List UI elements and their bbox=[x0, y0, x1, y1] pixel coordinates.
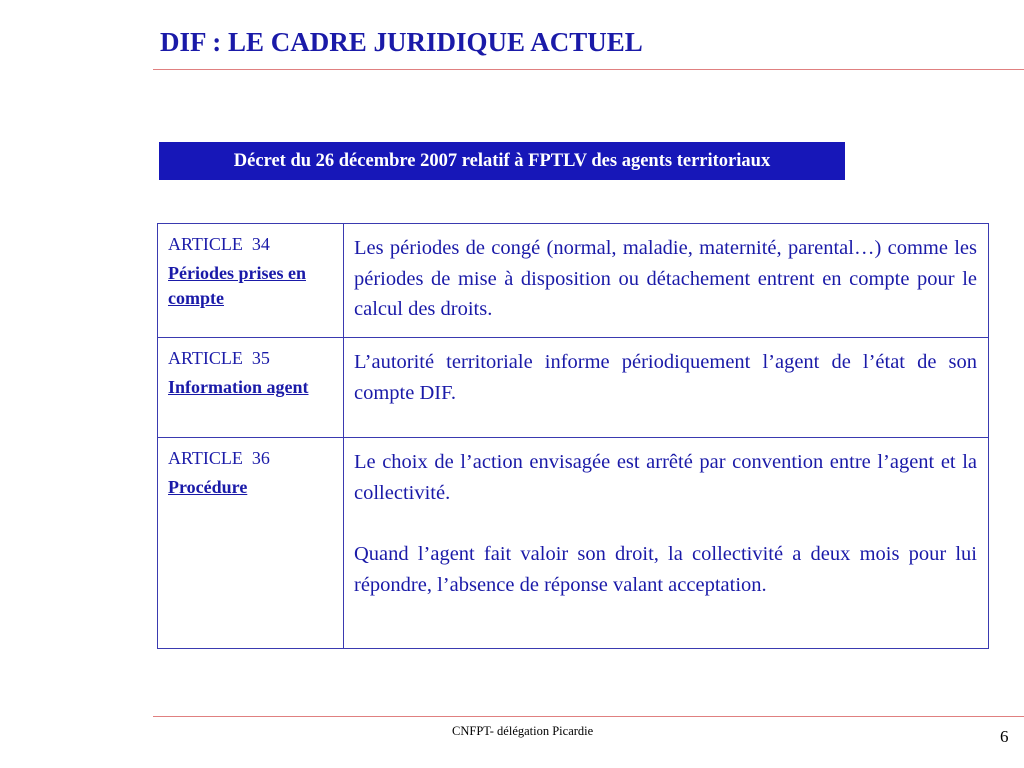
article-row-35 bbox=[158, 338, 989, 438]
article-paragraph: Quand l’agent fait valoir son droit, la collectivité a deux mois pour lui répondre, l’absence de réponse valant acceptation. bbox=[354, 543, 977, 596]
article-header-cell bbox=[158, 438, 344, 649]
article-paragraph: Le choix de l’action envisagée est arrêté par convention entre l’agent et la collectivité. bbox=[354, 451, 977, 504]
article-content-cell bbox=[344, 438, 989, 649]
page-number: 6 bbox=[1000, 727, 1009, 746]
slide-title: DIF : LE CADRE JURIDIQUE ACTUEL bbox=[160, 27, 643, 57]
article-header-cell bbox=[158, 338, 344, 438]
article-paragraph: Les périodes de congé (normal, maladie, maternité, parental…) comme les périodes de mise à disposition ou détachement entrent en compte pour le calcul des droits. bbox=[354, 237, 977, 320]
title-divider bbox=[153, 69, 1024, 70]
decree-banner: Décret du 26 décembre 2007 relatif à FPTLV des agents territoriaux bbox=[159, 142, 845, 180]
article-content-cell bbox=[344, 338, 989, 438]
article-topic: Procédure bbox=[168, 477, 248, 497]
article-row-34 bbox=[158, 224, 989, 338]
articles-table bbox=[157, 223, 989, 649]
article-content-cell bbox=[344, 224, 989, 338]
article-topic: Périodes prises en compte bbox=[168, 263, 306, 308]
article-number: ARTICLE 34 bbox=[168, 234, 270, 254]
article-number: ARTICLE 35 bbox=[168, 348, 270, 368]
article-topic: Information agent bbox=[168, 377, 309, 397]
article-number: ARTICLE 36 bbox=[168, 448, 270, 468]
article-paragraph: L’autorité territoriale informe périodiquement l’agent de l’état de son compte DIF. bbox=[354, 351, 977, 404]
footer-organization: CNFPT- délégation Picardie bbox=[452, 724, 594, 738]
footer-divider bbox=[153, 716, 1024, 717]
article-row-36 bbox=[158, 438, 989, 649]
article-header-cell bbox=[158, 224, 344, 338]
